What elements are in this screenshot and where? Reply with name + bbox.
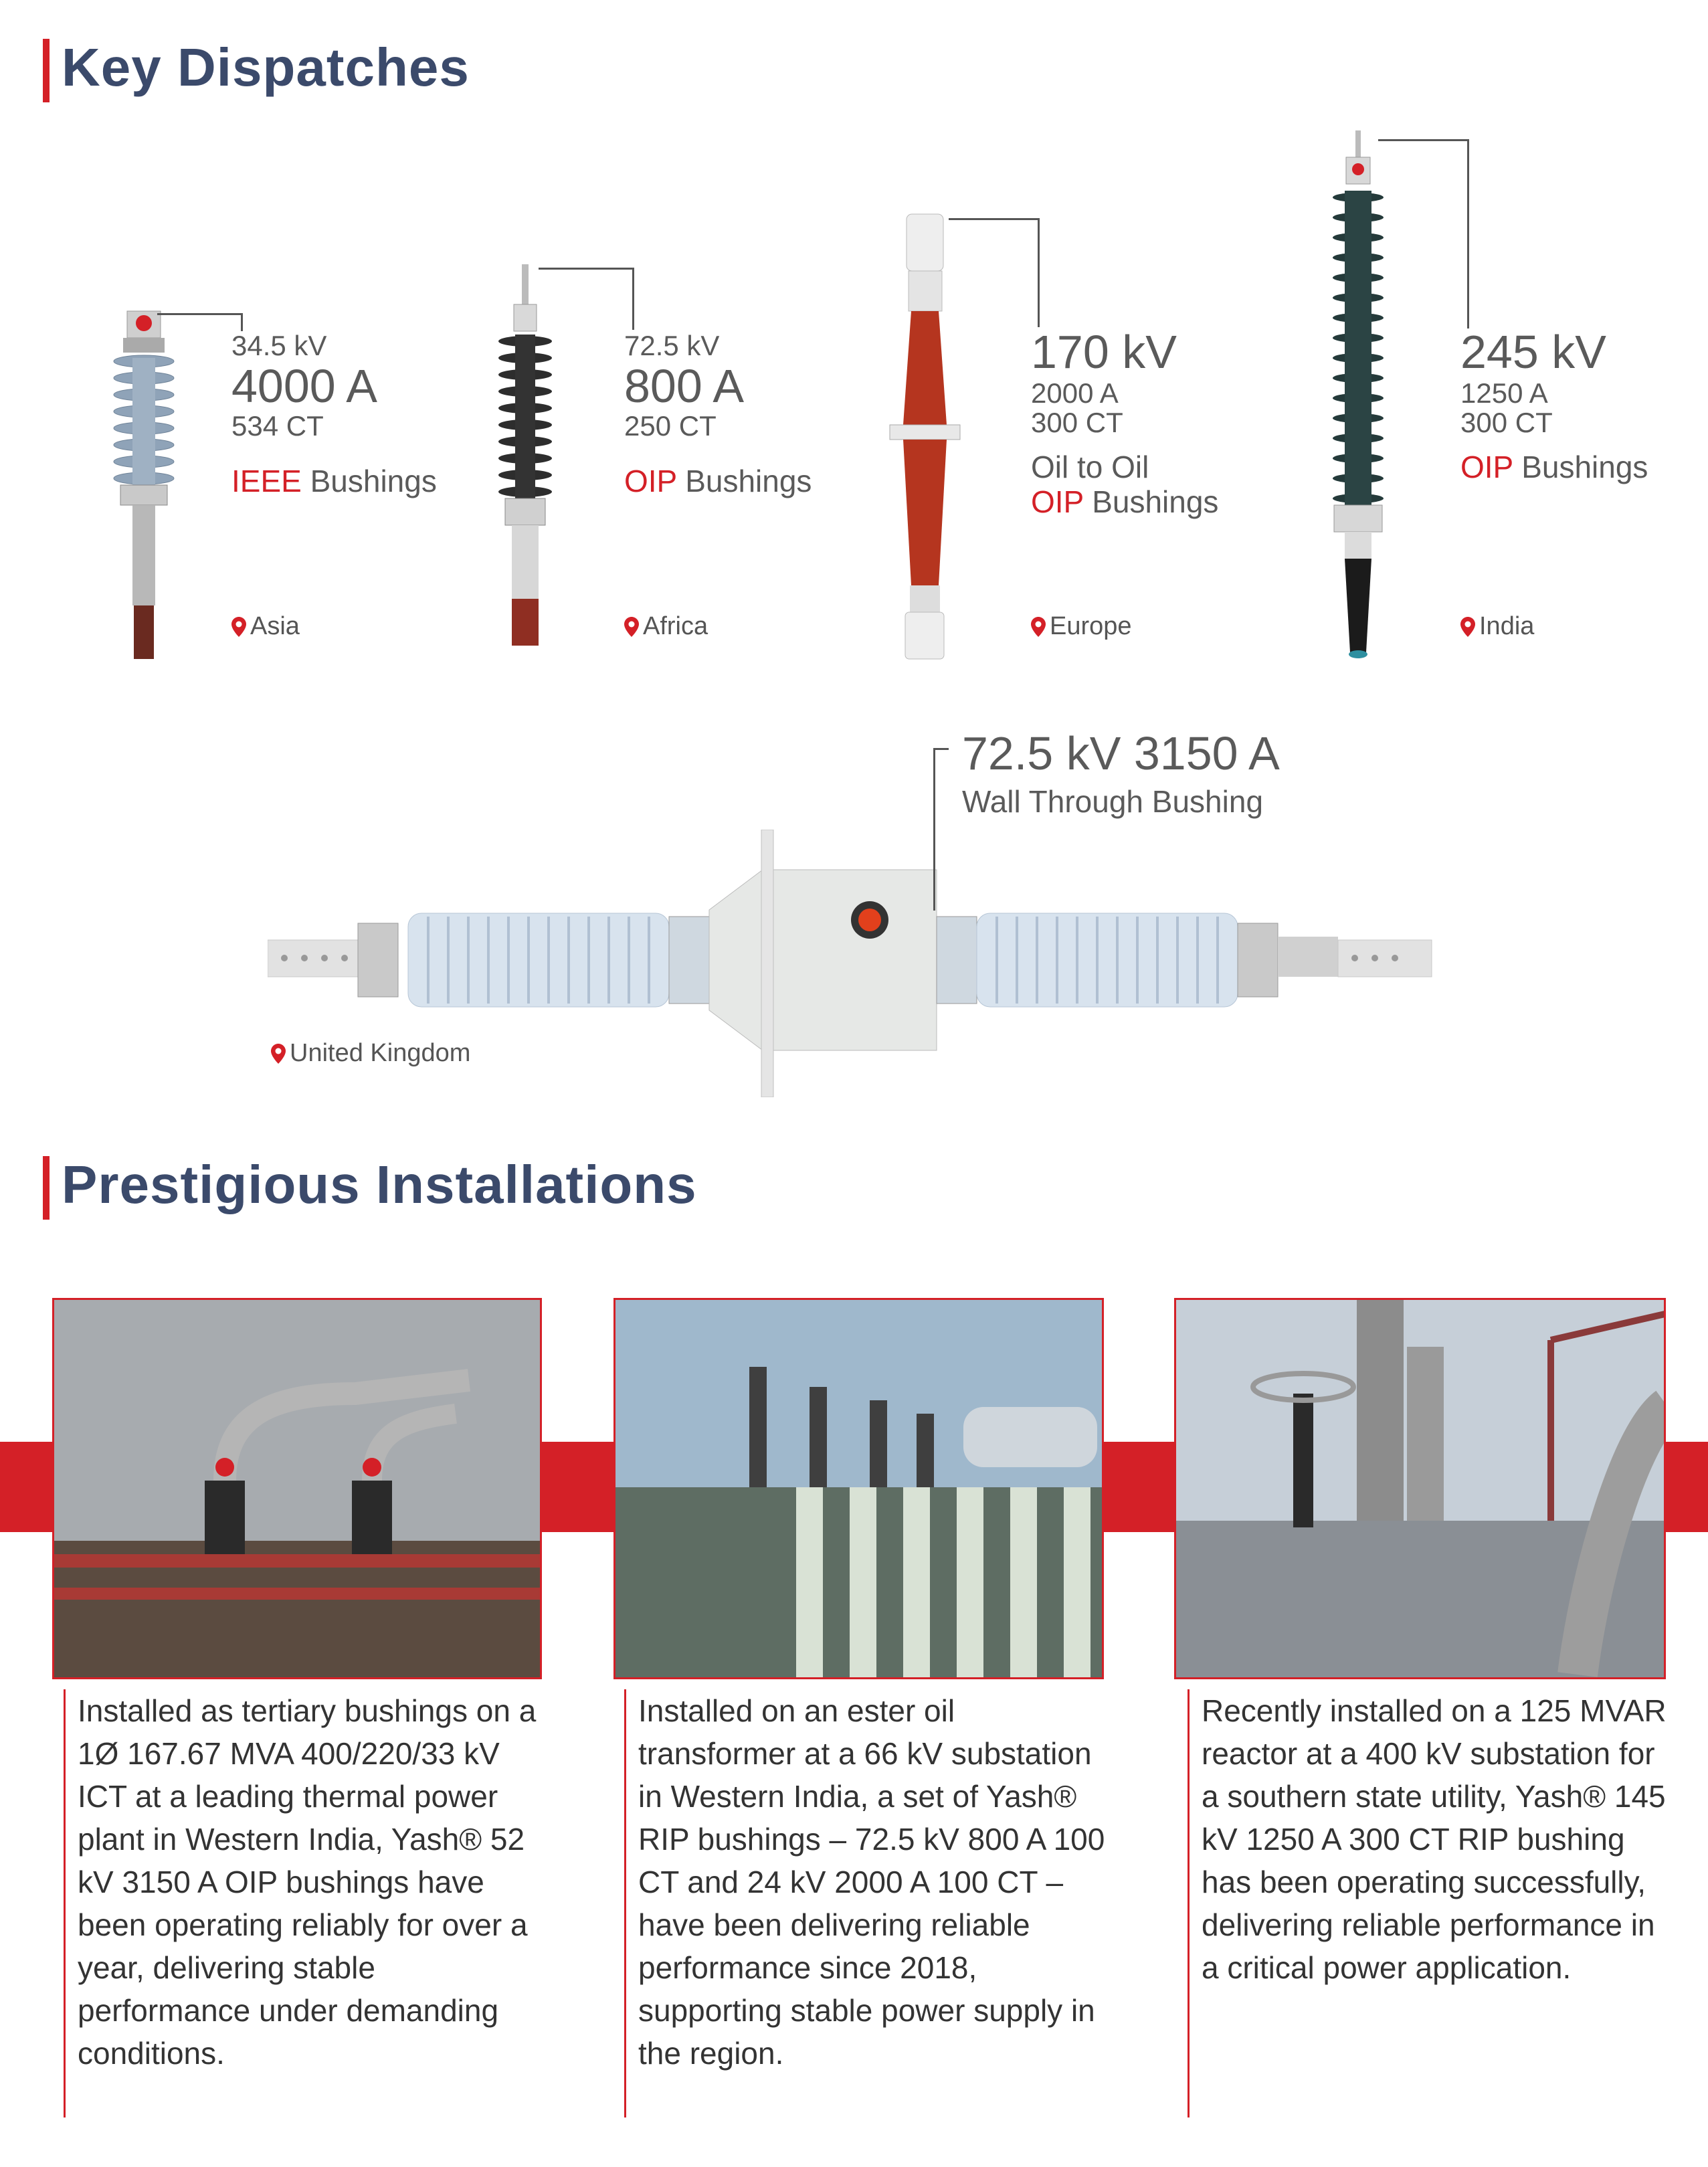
current-label: 1250 A <box>1460 377 1548 409</box>
voltage-label: 72.5 kV <box>624 330 720 361</box>
section-accent-bar <box>43 39 50 102</box>
location-label: United Kingdom <box>290 1039 471 1067</box>
type-rest: Bushings <box>1513 449 1648 484</box>
location-label: India <box>1479 612 1535 640</box>
location-label: Europe <box>1050 612 1132 640</box>
ct-label: 300 CT <box>1031 406 1123 438</box>
installation-caption-3: Recently installed on a 125 MVAR reactor at a 400 kV substation for a southern state utility, Yash® 145 kV 1250 A 300 CT RIP bushing has been operating successfully, delivering reliable performance in a critical power application. <box>1188 1689 1669 2117</box>
location-label: Asia <box>250 612 300 640</box>
type-highlight: OIP <box>624 463 677 498</box>
leader-line-wall <box>933 748 949 911</box>
current-label: 4000 A <box>231 360 377 413</box>
type-rest: Bushings <box>301 463 437 498</box>
dispatch-spec-2 <box>624 331 812 497</box>
ct-label: 300 CT <box>1460 406 1553 438</box>
type-highlight: OIP <box>1031 484 1084 519</box>
key-dispatches-title: Key Dispatches <box>62 37 470 97</box>
section-accent-bar <box>43 1156 50 1220</box>
bushing-subtype: Oil to Oil <box>1031 449 1149 484</box>
location-pin-icon <box>1031 617 1046 637</box>
dispatch-spec-4 <box>1460 328 1648 483</box>
type-highlight: OIP <box>1460 449 1513 484</box>
bushing-type <box>1460 451 1648 483</box>
prestigious-installations-title: Prestigious Installations <box>62 1155 697 1214</box>
installation-photo-3 <box>1174 1298 1666 1679</box>
location-india <box>1460 612 1534 641</box>
dispatch-spec-3 <box>1031 328 1218 518</box>
wall-bushing-rating: 72.5 kV 3150 A <box>962 727 1280 779</box>
installation-caption-1: Installed as tertiary bushings on a 1Ø 167.67 MVA 400/220/33 kV ICT at a leading thermal power plant in Western India, Yash® 52 kV 3150 A OIP bushings have been operating reliably for over a year, delivering stable performance under demanding conditions. <box>64 1689 552 2117</box>
voltage-label: 170 kV <box>1031 326 1177 378</box>
current-label: 2000 A <box>1031 377 1119 409</box>
bushing-type <box>1031 486 1218 518</box>
leader-line-4 <box>1378 139 1469 328</box>
location-europe <box>1031 612 1132 641</box>
location-pin-icon <box>1460 617 1475 637</box>
installation-photo-1 <box>52 1298 542 1679</box>
ct-label: 250 CT <box>624 409 717 442</box>
current-label: 800 A <box>624 360 745 413</box>
voltage-label: 245 kV <box>1460 326 1606 378</box>
wall-bushing-spec <box>962 729 1280 818</box>
type-rest: Bushings <box>676 463 812 498</box>
location-africa <box>624 612 708 641</box>
ieee-bushing-image <box>107 304 181 669</box>
location-asia <box>231 612 300 641</box>
leader-line-2 <box>539 268 634 330</box>
installation-caption-2: Installed on an ester oil transformer at a 66 kV substation in Western India, a set of Yash® RIP bushings – 72.5 kV 800 A 100 CT and 24 kV 2000 A 100 CT – have been delivering reliable performance since 2018, supporting stable power supply in the region. <box>624 1689 1113 2117</box>
location-pin-icon <box>231 617 246 637</box>
voltage-label: 34.5 kV <box>231 330 327 361</box>
ct-label: 534 CT <box>231 409 324 442</box>
type-highlight: IEEE <box>231 463 302 498</box>
leader-line-3 <box>949 218 1040 327</box>
bushing-type <box>624 465 812 497</box>
type-rest: Bushings <box>1083 484 1219 519</box>
wall-bushing-name: Wall Through Bushing <box>962 783 1264 819</box>
location-pin-icon <box>271 1044 286 1064</box>
location-label: Africa <box>643 612 708 640</box>
bushing-type <box>231 465 437 497</box>
location-united-kingdom <box>271 1039 470 1068</box>
leader-line-1 <box>157 313 243 331</box>
dispatch-spec-1 <box>231 331 437 497</box>
installation-photo-2 <box>613 1298 1104 1679</box>
location-pin-icon <box>624 617 639 637</box>
